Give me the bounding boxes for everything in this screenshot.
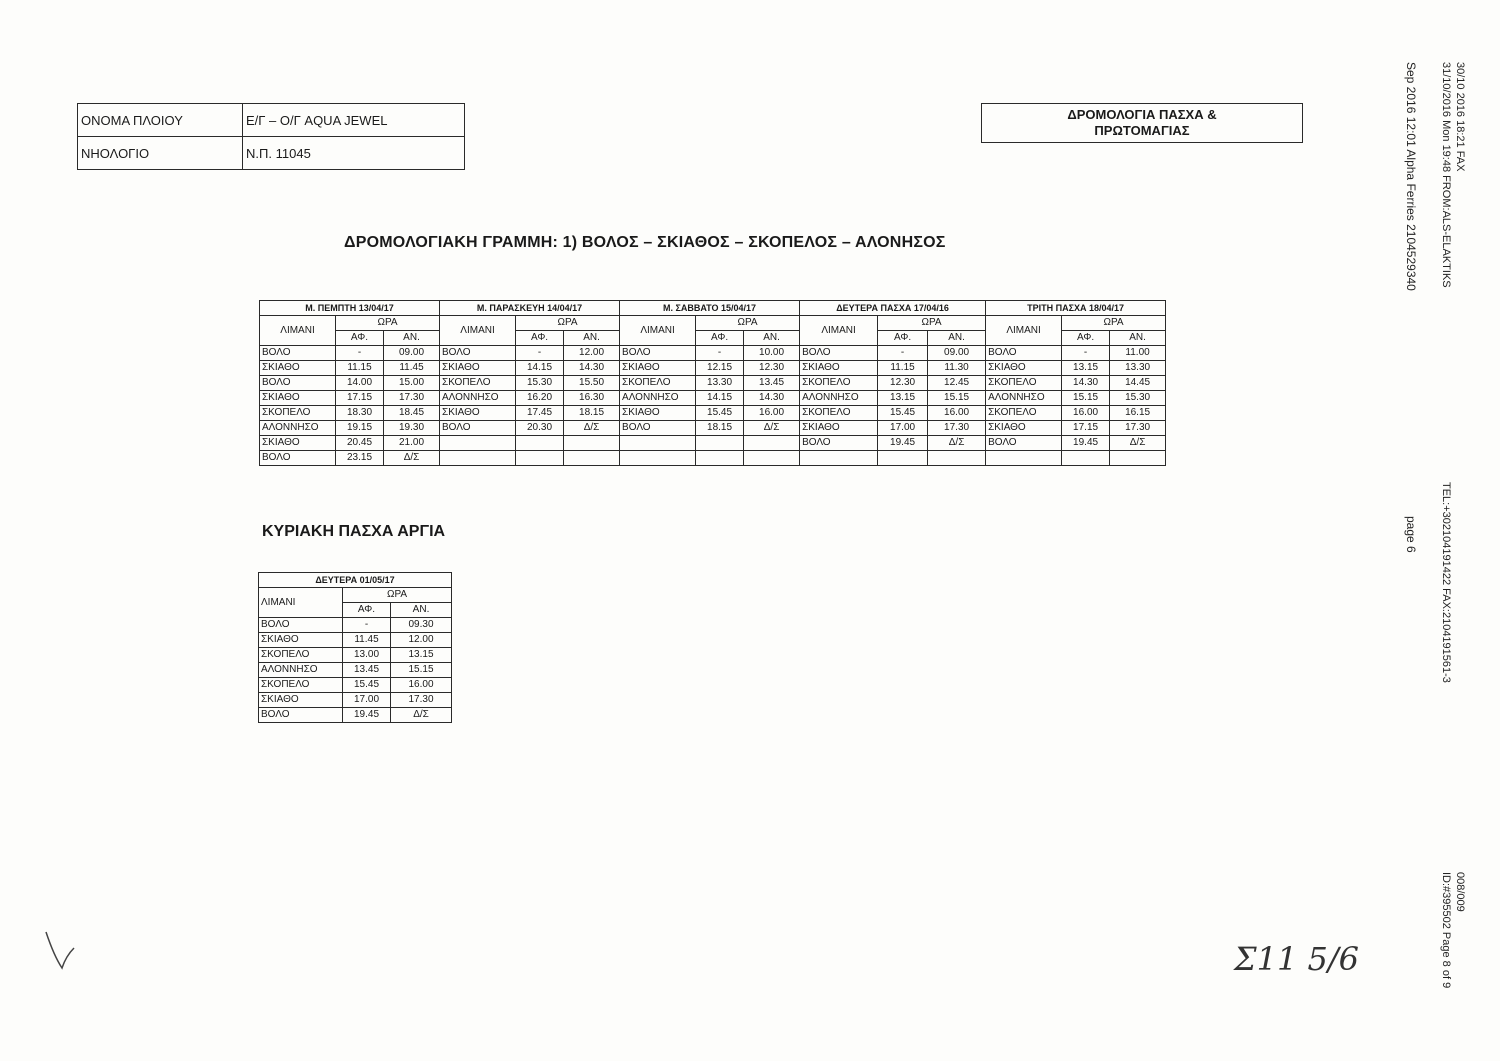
arrival-cell	[878, 451, 928, 466]
schedule-row	[260, 406, 1166, 421]
port-header: ΛΙΜΑΝΙ	[260, 316, 336, 346]
departure-cell: 13.15	[391, 648, 452, 663]
ship-name-label: ΟΝΟΜΑ ΠΛΟΙΟΥ	[78, 104, 243, 137]
departure-header: ΑΝ.	[384, 331, 440, 346]
arrival-cell: 16.20	[516, 391, 564, 406]
schedule-row	[260, 361, 1166, 376]
port-header: ΛΙΜΑΝΙ	[440, 316, 516, 346]
day-header: ΔΕΥΤΕΡΑ ΠΑΣΧΑ 17/04/16	[800, 301, 986, 316]
departure-cell: 21.00	[384, 436, 440, 451]
port-cell: ΑΛΟΝΝΗΣΟ	[800, 391, 878, 406]
time-header: ΩΡΑ	[343, 588, 452, 603]
time-header: ΩΡΑ	[516, 316, 620, 331]
arrival-header: ΑΦ.	[696, 331, 744, 346]
ship-info-table	[77, 103, 465, 170]
departure-cell: 19.30	[384, 421, 440, 436]
schedule-row	[260, 346, 1166, 361]
arrival-cell: -	[1062, 346, 1110, 361]
port-cell: ΣΚΟΠΕΛΟ	[986, 376, 1062, 391]
departure-cell	[1110, 451, 1166, 466]
arrival-cell	[1062, 451, 1110, 466]
schedule-row	[259, 678, 452, 693]
departure-cell: 14.30	[564, 361, 620, 376]
arrival-header: ΑΦ.	[516, 331, 564, 346]
port-cell	[986, 451, 1062, 466]
departure-cell: 17.30	[928, 421, 986, 436]
day-header: Μ. ΠΕΜΠΤΗ 13/04/17	[260, 301, 440, 316]
port-cell: ΒΟΛΟ	[260, 376, 336, 391]
departure-header: ΑΝ.	[1110, 331, 1166, 346]
departure-cell: Δ/Σ	[1110, 436, 1166, 451]
port-cell: ΣΚΟΠΕΛΟ	[260, 406, 336, 421]
handwritten-note: Σ11 5/6	[1234, 940, 1360, 978]
departure-cell: 17.30	[391, 693, 452, 708]
port-cell: ΒΟΛΟ	[440, 421, 516, 436]
arrival-cell: 13.15	[878, 391, 928, 406]
port-cell: ΒΟΛΟ	[259, 618, 343, 633]
schedule-row	[259, 618, 452, 633]
arrival-cell: 19.15	[336, 421, 384, 436]
arrival-cell: 11.15	[336, 361, 384, 376]
day-header: Μ. ΣΑΒΒΑΤΟ 15/04/17	[620, 301, 800, 316]
easter-schedule-table	[259, 300, 1166, 466]
port-cell: ΣΚΟΠΕΛΟ	[259, 648, 343, 663]
check-mark-icon	[40, 926, 80, 976]
day-header: ΔΕΥΤΕΡΑ 01/05/17	[259, 573, 452, 588]
departure-cell: 13.30	[1110, 361, 1166, 376]
departure-cell: Δ/Σ	[384, 451, 440, 466]
port-cell	[440, 436, 516, 451]
arrival-cell	[516, 451, 564, 466]
schedule-row	[260, 451, 1166, 466]
port-cell: ΑΛΟΝΝΗΣΟ	[260, 421, 336, 436]
departure-cell: 15.50	[564, 376, 620, 391]
port-header: ΛΙΜΑΝΙ	[259, 588, 343, 618]
departure-cell	[564, 451, 620, 466]
port-cell	[620, 436, 696, 451]
port-cell: ΣΚΙΑΘΟ	[440, 361, 516, 376]
fax-count: 008/009	[1454, 872, 1466, 912]
time-header: ΩΡΑ	[878, 316, 986, 331]
document-title-box	[981, 103, 1303, 143]
arrival-cell: 11.15	[878, 361, 928, 376]
fax-page-label: page 6	[1404, 516, 1418, 553]
departure-cell: 09.30	[391, 618, 452, 633]
fax-tel-line: TEL:+302104191422 FAX:2104191561-3	[1440, 482, 1452, 683]
arrival-cell: -	[516, 346, 564, 361]
arrival-cell: 17.00	[878, 421, 928, 436]
port-cell: ΣΚΙΑΘΟ	[259, 693, 343, 708]
schedule-row	[260, 421, 1166, 436]
port-cell: ΣΚΟΠΕΛΟ	[620, 376, 696, 391]
departure-cell: 18.45	[384, 406, 440, 421]
arrival-cell: -	[878, 346, 928, 361]
schedule-row	[259, 633, 452, 648]
arrival-cell: -	[343, 618, 391, 633]
port-cell: ΒΟΛΟ	[260, 346, 336, 361]
arrival-cell: 12.15	[696, 361, 744, 376]
port-cell	[440, 451, 516, 466]
departure-cell: 12.00	[391, 633, 452, 648]
departure-cell: 17.30	[1110, 421, 1166, 436]
departure-cell: Δ/Σ	[928, 436, 986, 451]
port-cell: ΣΚΙΑΘΟ	[986, 361, 1062, 376]
port-cell: ΑΛΟΝΝΗΣΟ	[986, 391, 1062, 406]
departure-header: ΑΝ.	[391, 603, 452, 618]
arrival-cell: 20.30	[516, 421, 564, 436]
arrival-cell	[696, 436, 744, 451]
port-cell: ΣΚΟΠΕΛΟ	[440, 376, 516, 391]
departure-cell	[744, 451, 800, 466]
fax-header-line2: 31/10/2016 Mon 19:48 FROM:ALS-ELAKTIKS	[1440, 62, 1452, 288]
fax-header-line1: 30/10 2016 18:21 FAX	[1454, 62, 1466, 172]
port-cell: ΒΟΛΟ	[620, 421, 696, 436]
port-header: ΛΙΜΑΝΙ	[800, 316, 878, 346]
departure-header: ΑΝ.	[744, 331, 800, 346]
departure-cell: 15.30	[1110, 391, 1166, 406]
departure-header: ΑΝ.	[564, 331, 620, 346]
document-title-line2: ΠΡΩΤΟΜΑΓΙΑΣ	[1094, 123, 1190, 138]
route-title: ΔΡΟΜΟΛΟΓΙΑΚΗ ΓΡΑΜΜΗ: 1) ΒΟΛΟΣ – ΣΚΙΑΘΟΣ – ΣΚΟΠΕΛΟΣ – ΑΛΟΝΗΣΟΣ	[344, 234, 946, 251]
day-header-row	[259, 573, 452, 588]
arrival-header: ΑΦ.	[343, 603, 391, 618]
arrival-cell: 15.45	[696, 406, 744, 421]
departure-cell: 09.00	[384, 346, 440, 361]
arrival-cell: 18.15	[696, 421, 744, 436]
port-cell: ΒΟΛΟ	[620, 346, 696, 361]
arrival-cell: 13.45	[343, 663, 391, 678]
departure-cell: 11.30	[928, 361, 986, 376]
arrival-cell: 20.45	[336, 436, 384, 451]
arrival-cell: 12.30	[878, 376, 928, 391]
departure-header: ΑΝ.	[928, 331, 986, 346]
port-cell: ΑΛΟΝΝΗΣΟ	[440, 391, 516, 406]
port-cell: ΣΚΟΠΕΛΟ	[986, 406, 1062, 421]
arrival-cell: 16.00	[1062, 406, 1110, 421]
arrival-cell: 13.30	[696, 376, 744, 391]
arrival-cell: 17.45	[516, 406, 564, 421]
departure-cell: Δ/Σ	[391, 708, 452, 723]
departure-cell: 15.00	[384, 376, 440, 391]
arrival-cell: 17.00	[343, 693, 391, 708]
port-cell: ΣΚΟΠΕΛΟ	[259, 678, 343, 693]
registry-label: ΝΗΟΛΟΓΙΟ	[78, 137, 243, 170]
schedule-row	[259, 708, 452, 723]
departure-cell: 12.30	[744, 361, 800, 376]
departure-cell: 15.15	[391, 663, 452, 678]
port-cell	[620, 451, 696, 466]
departure-cell: 11.00	[1110, 346, 1166, 361]
departure-cell: 18.15	[564, 406, 620, 421]
fax-id: ID:#395502 Page 8 of 9	[1440, 872, 1452, 989]
port-cell: ΒΟΛΟ	[800, 436, 878, 451]
document-title-line1: ΔΡΟΜΟΛΟΓΙΑ ΠΑΣΧΑ &	[1067, 107, 1217, 122]
port-cell: ΣΚΙΑΘΟ	[800, 361, 878, 376]
port-cell: ΣΚΙΑΘΟ	[260, 436, 336, 451]
arrival-cell: 13.15	[1062, 361, 1110, 376]
arrival-cell	[516, 436, 564, 451]
schedule-row	[260, 436, 1166, 451]
schedule-row	[260, 376, 1166, 391]
port-cell: ΒΟΛΟ	[986, 436, 1062, 451]
arrival-cell: 15.45	[343, 678, 391, 693]
departure-cell: 15.15	[928, 391, 986, 406]
port-cell: ΣΚΙΑΘΟ	[800, 421, 878, 436]
departure-cell: 12.45	[928, 376, 986, 391]
port-cell: ΣΚΟΠΕΛΟ	[800, 406, 878, 421]
departure-cell: 16.30	[564, 391, 620, 406]
departure-cell: 14.45	[1110, 376, 1166, 391]
port-cell: ΣΚΙΑΘΟ	[440, 406, 516, 421]
port-cell	[800, 451, 878, 466]
arrival-cell: 19.45	[1062, 436, 1110, 451]
departure-cell: 13.45	[744, 376, 800, 391]
arrival-cell: 15.45	[878, 406, 928, 421]
departure-cell: 17.30	[384, 391, 440, 406]
fax-header-line3: Sep 2016 12:01 Alpha Ferries 2104529340	[1404, 62, 1418, 291]
port-cell: ΣΚΙΑΘΟ	[620, 361, 696, 376]
time-header: ΩΡΑ	[1062, 316, 1166, 331]
arrival-cell: 15.15	[1062, 391, 1110, 406]
departure-cell: 16.00	[391, 678, 452, 693]
day-header: Μ. ΠΑΡΑΣΚΕΥΗ 14/04/17	[440, 301, 620, 316]
arrival-header: ΑΦ.	[336, 331, 384, 346]
arrival-cell: 19.45	[343, 708, 391, 723]
arrival-cell: 18.30	[336, 406, 384, 421]
arrival-cell: 11.45	[343, 633, 391, 648]
ship-name-value: Ε/Γ – Ο/Γ AQUA JEWEL	[243, 104, 465, 137]
departure-cell: Δ/Σ	[744, 421, 800, 436]
arrival-cell: 15.30	[516, 376, 564, 391]
port-cell: ΣΚΙΑΘΟ	[986, 421, 1062, 436]
port-cell: ΒΟΛΟ	[259, 708, 343, 723]
departure-cell: 12.00	[564, 346, 620, 361]
schedule-row	[259, 648, 452, 663]
arrival-cell: -	[336, 346, 384, 361]
registry-value: Ν.Π. 11045	[243, 137, 465, 170]
departure-cell	[564, 436, 620, 451]
sunday-title: ΚΥΡΙΑΚΗ ΠΑΣΧΑ ΑΡΓΙΑ	[262, 523, 446, 540]
port-cell: ΒΟΛΟ	[986, 346, 1062, 361]
arrival-header: ΑΦ.	[878, 331, 928, 346]
departure-cell	[744, 436, 800, 451]
port-cell: ΣΚΙΑΘΟ	[620, 406, 696, 421]
arrival-cell: 23.15	[336, 451, 384, 466]
port-header: ΛΙΜΑΝΙ	[620, 316, 696, 346]
column-header-row	[260, 316, 1166, 331]
port-cell: ΒΟΛΟ	[800, 346, 878, 361]
arrival-cell: 17.15	[1062, 421, 1110, 436]
arrival-cell: 14.15	[516, 361, 564, 376]
port-cell: ΣΚΙΑΘΟ	[260, 391, 336, 406]
departure-cell: 09.00	[928, 346, 986, 361]
schedule-row	[260, 391, 1166, 406]
day-header-row	[260, 301, 1166, 316]
port-cell: ΣΚΙΑΘΟ	[259, 633, 343, 648]
schedule-row	[259, 693, 452, 708]
time-header: ΩΡΑ	[696, 316, 800, 331]
port-cell: ΒΟΛΟ	[260, 451, 336, 466]
may-day-schedule-table	[258, 572, 452, 723]
arrival-cell: 14.30	[1062, 376, 1110, 391]
column-header-row	[259, 588, 452, 603]
arrival-cell: 14.15	[696, 391, 744, 406]
port-cell: ΑΛΟΝΝΗΣΟ	[259, 663, 343, 678]
port-cell: ΣΚΙΑΘΟ	[260, 361, 336, 376]
departure-cell: Δ/Σ	[564, 421, 620, 436]
arrival-cell: 19.45	[878, 436, 928, 451]
arrival-header: ΑΦ.	[1062, 331, 1110, 346]
departure-cell	[928, 451, 986, 466]
port-cell: ΣΚΟΠΕΛΟ	[800, 376, 878, 391]
arrival-cell: 17.15	[336, 391, 384, 406]
arrival-cell: 13.00	[343, 648, 391, 663]
departure-cell: 10.00	[744, 346, 800, 361]
port-cell: ΒΟΛΟ	[440, 346, 516, 361]
departure-cell: 16.15	[1110, 406, 1166, 421]
arrival-cell	[696, 451, 744, 466]
schedule-row	[259, 663, 452, 678]
port-cell: ΑΛΟΝΝΗΣΟ	[620, 391, 696, 406]
time-header: ΩΡΑ	[336, 316, 440, 331]
arrival-cell: -	[696, 346, 744, 361]
departure-cell: 16.00	[928, 406, 986, 421]
departure-cell: 16.00	[744, 406, 800, 421]
port-header: ΛΙΜΑΝΙ	[986, 316, 1062, 346]
day-header: ΤΡΙΤΗ ΠΑΣΧΑ 18/04/17	[986, 301, 1166, 316]
departure-cell: 14.30	[744, 391, 800, 406]
departure-cell: 11.45	[384, 361, 440, 376]
arrival-cell: 14.00	[336, 376, 384, 391]
